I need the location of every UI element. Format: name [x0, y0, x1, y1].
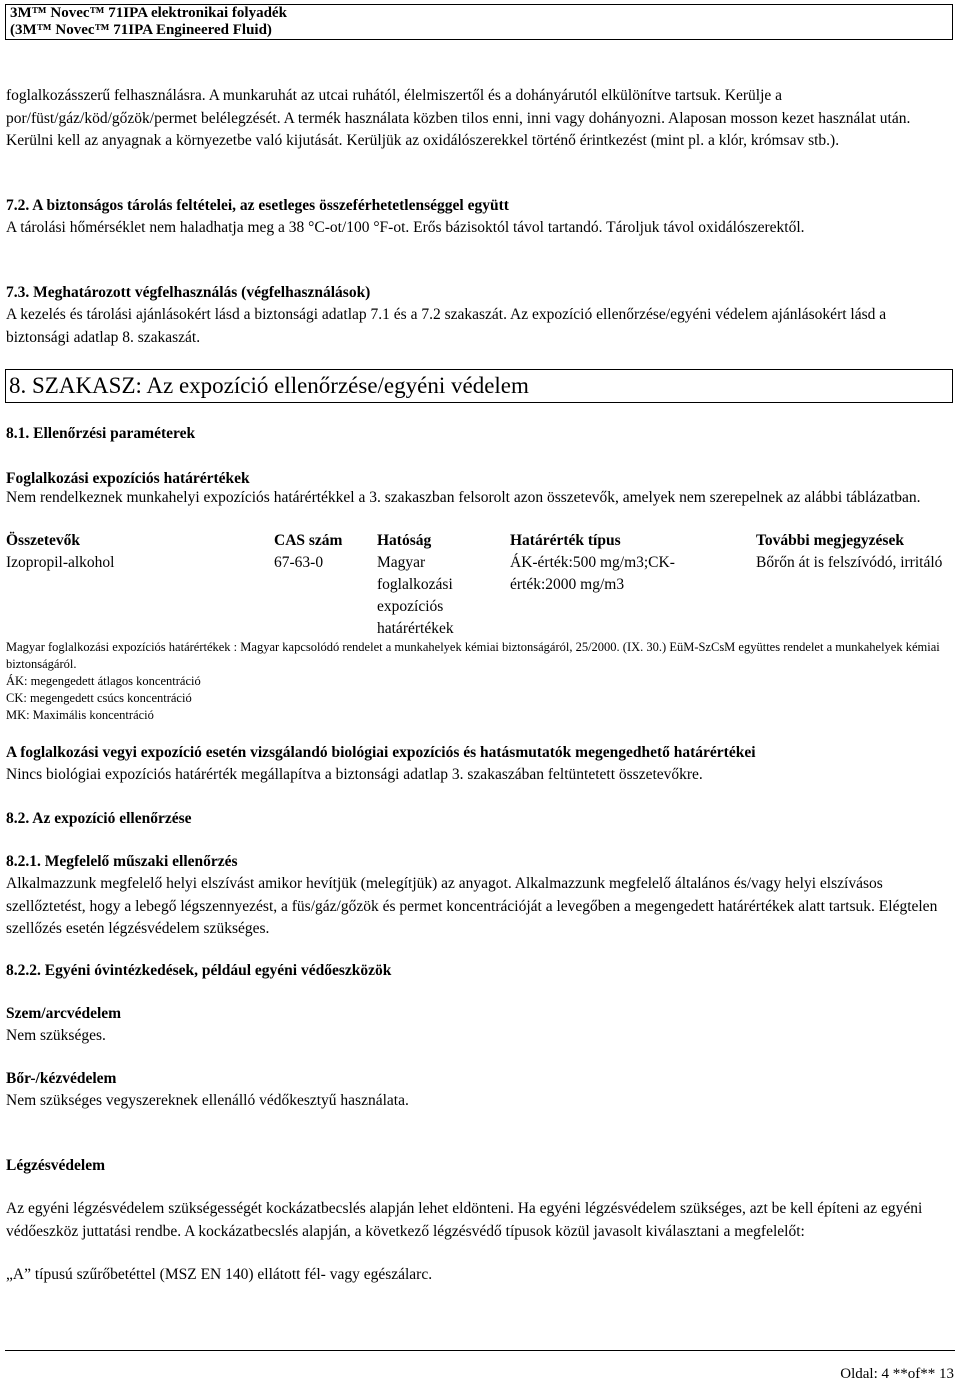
- skin-protection-heading: Bőr-/kézvédelem: [6, 1070, 117, 1087]
- table-header-cas: CAS szám: [274, 532, 343, 549]
- section-7-2-heading: 7.2. A biztonságos tárolás feltételei, az esetleges összeférhetetlenséggel együtt: [6, 197, 509, 214]
- table-header-notes: További megjegyzések: [756, 532, 904, 549]
- section-8-2-1-body: Alkalmazzunk megfelelő helyi elszívást amikor hevítjük (melegítjük) az anyagot. Alkalmazzunk megfelelő általános és/vagy helyi elszívásos szellőztetést, hogy a lebegő légszennyezést, a füs/gáz/gőzök és permet koncentrációját a levegőben a megengedett határértékek alatt tartsuk. Elégtelen szellőzés esetén légzésvédelem szükséges.: [6, 875, 938, 937]
- section-8-2-1-heading: 8.2.1. Megfelelő műszaki ellenőrzés: [6, 853, 238, 870]
- section-7-3-heading: 7.3. Meghatározott végfelhasználás (végfelhasználások): [6, 284, 371, 301]
- section-7-3-body: A kezelés és tárolási ajánlásokért lásd a biztonsági adatlap 7.1 és a 7.2 szakaszát. Az expozíció ellenőrzése/egyéni védelem ajánlásokért lásd a biztonsági adatlap 8. szakaszát.: [6, 306, 887, 346]
- document-header: [5, 4, 953, 40]
- table-cell-component: Izopropil-alkohol: [6, 554, 115, 571]
- section-8-1-heading: 8.1. Ellenőrzési paraméterek: [6, 425, 196, 442]
- respiratory-protection-body: Az egyéni légzésvédelem szükségességét kockázatbecslés alapján lehet eldönteni. Ha egyéni légzésvédelem szükséges, azt be kell építeni az egyéni védőeszköz juttatási rendbe. A kockázatbecslés alapján, a következő légzésvédő típusok közül javasolt kiválasztani a megfelelőt:: [6, 1200, 923, 1240]
- respiratory-protection-heading: Légzésvédelem: [6, 1157, 105, 1174]
- table-header-component: Összetevők: [6, 532, 81, 549]
- section-8-2-2-heading: 8.2.2. Egyéni óvintézkedések, például egyéni védőeszközök: [6, 962, 392, 979]
- table-header-limit-type: Határérték típus: [510, 532, 621, 549]
- page-number: Oldal: 4 **of** 13: [840, 1366, 954, 1382]
- eye-protection-heading: Szem/arcvédelem: [6, 1005, 122, 1022]
- section-8-banner: [5, 369, 953, 403]
- section-8-title: 8. SZAKASZ: Az expozíció ellenőrzése/egyéni védelem: [9, 373, 529, 398]
- biological-limits-heading: A foglalkozási vegyi expozíció esetén vizsgálandó biológiai expozíciós és hatásmutatók megengedhető határértékei: [6, 744, 756, 761]
- table-cell-authority: Magyar foglalkozási expozíciós határértékek: [377, 554, 454, 637]
- table-cell-limit: ÁK-érték:500 mg/m3;CK-érték:2000 mg/m3: [510, 554, 675, 593]
- exposure-limits-body: Nem rendelkeznek munkahelyi expozíciós határértékkel a 3. szakaszban felsorolt azon összetevők, amelyek nem szerepelnek az alábbi táblázatban.: [6, 489, 921, 506]
- footer-divider: [5, 1350, 955, 1351]
- table-cell-notes: Bőrőn át is felszívódó, irritáló: [756, 554, 943, 571]
- section-7-2-body: A tárolási hőmérséklet nem haladhatja meg a 38 °C-ot/100 °F-ot. Erős bázisoktól távol tartandó. Tároljuk távol oxidálószerektől.: [6, 219, 805, 236]
- skin-protection-body: Nem szükséges vegyszereknek ellenálló védőkesztyű használata.: [6, 1092, 409, 1109]
- respiratory-filter-item: „A” típusú szűrőbetéttel (MSZ EN 140) ellátott fél- vagy egészálarc.: [6, 1266, 433, 1283]
- table-footnote-ak: ÁK: megengedett átlagos koncentráció: [6, 674, 201, 688]
- table-footnote-legislation: Magyar foglalkozási expozíciós határértékek : Magyar kapcsolódó rendelet a munkahelyek kémiai biztonságáról, 25/2000. (IX. 30.) EüM-SzCsM együttes rendelet a munkahelyek kémiai biztonságáról.: [6, 640, 940, 671]
- table-cell-cas: 67-63-0: [274, 554, 324, 571]
- table-header-authority: Hatóság: [377, 532, 432, 549]
- table-footnote-ck: CK: megengedett csúcs koncentráció: [6, 691, 192, 705]
- biological-limits-body: Nincs biológiai expozíciós határérték megállapítva a biztonsági adatlap 3. szakaszában feltüntetett összetevőkre.: [6, 766, 703, 783]
- table-footnote-mk: MK: Maximális koncentráció: [6, 708, 154, 722]
- exposure-limits-heading: Foglalkozási expozíciós határértékek: [6, 470, 250, 487]
- product-title: 3M™ Novec™ 71IPA elektronikai folyadék: [10, 5, 287, 21]
- eye-protection-body: Nem szükséges.: [6, 1027, 106, 1044]
- handling-paragraph: foglalkozásszerű felhasználásra. A munkaruhát az utcai ruhától, élelmiszertől és a dohányárutól elkülönítve tartsuk. Kerülje a por/füst/gáz/köd/gőzök/permet belélegzését. A termék használata közben tilos enni, inni vagy dohányozni. Alaposan mosson kezet használat után. Kerülni kell az anyagnak a környezetbe való kijutását. Kerüljük az oxidálószerekkel történő érintkezést (mint pl. a klór, krómsav stb.).: [6, 87, 911, 149]
- section-8-2-heading: 8.2. Az expozíció ellenőrzése: [6, 810, 192, 827]
- product-subtitle: (3M™ Novec™ 71IPA Engineered Fluid): [10, 22, 272, 38]
